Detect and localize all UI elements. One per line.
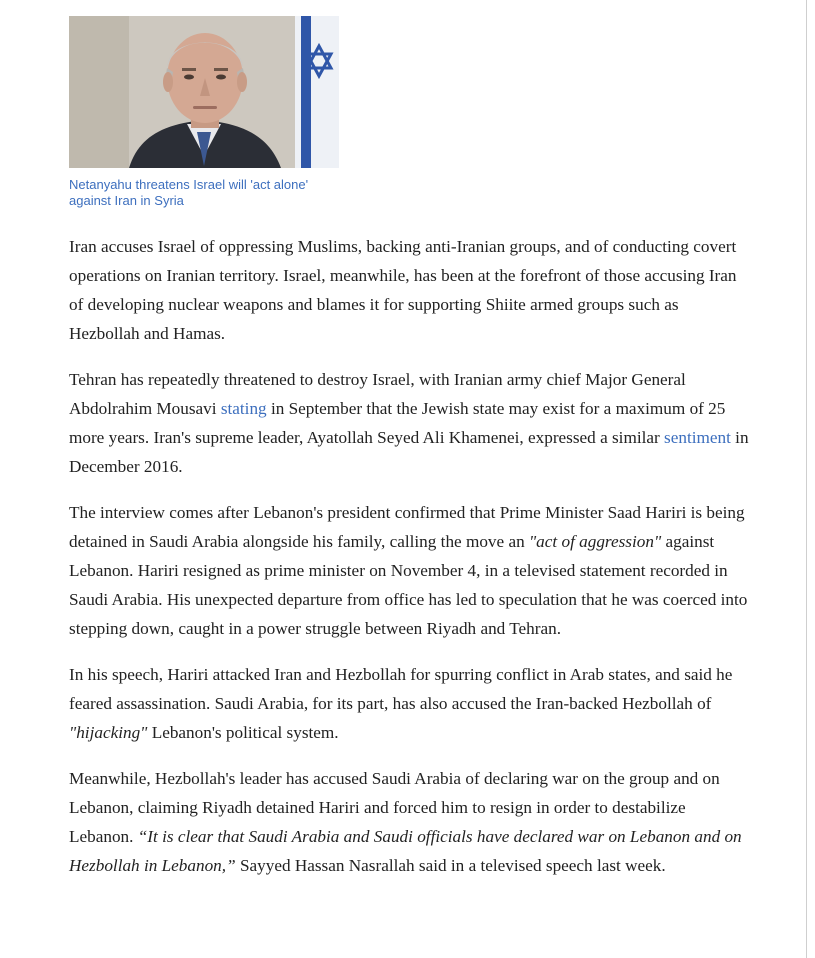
paragraph-5 bbox=[69, 764, 749, 880]
paragraph-1-text: Iran accuses Israel of oppressing Muslims, backing anti-Iranian groups, and of conducting covert operations on Iranian territory. Israel, meanwhile, has been at the forefront of those accusing Iran of developing nuclear weapons and blames it for supporting Shiite armed groups such as Hezbollah and Hamas. bbox=[69, 237, 737, 343]
related-article-thumbnail[interactable] bbox=[69, 16, 339, 168]
hijacking-quote: "hijacking" bbox=[69, 723, 148, 742]
paragraph-4-text-a: In his speech, Hariri attacked Iran and Hezbollah for spurring conflict in Arab states, and said he feared assassination. Saudi Arabia, for its part, has also accused the Iran-backed Hezbollah of bbox=[69, 665, 733, 713]
paragraph-2-text-b: in September that the Jewish state may exist for a maximum of 25 more years. Iran's supreme leader, Ayatollah Seyed Ali Khamenei, expressed a similar bbox=[69, 399, 726, 447]
netanyahu-portrait-image bbox=[69, 16, 339, 168]
article-body bbox=[69, 16, 749, 880]
paragraph-2-text-a: Tehran has repeatedly threatened to destroy Israel, with Iranian army chief Major General Abdolrahim Mousavi bbox=[69, 370, 686, 418]
paragraph-4-text-b: Lebanon's political system. bbox=[147, 723, 339, 742]
related-article-caption[interactable]: Netanyahu threatens Israel will 'act alone' against Iran in Syria bbox=[69, 177, 309, 208]
act-of-aggression-quote: "act of aggression" bbox=[528, 532, 662, 551]
paragraph-3-text-b: against Lebanon. Hariri resigned as prime minister on November 4, in a televised statement recorded in Saudi Arabia. His unexpected departure from office has led to speculation that he was coerced into stepping down, caught in a power struggle between Riyadh and Tehran. bbox=[69, 532, 748, 638]
paragraph-2 bbox=[69, 365, 749, 481]
paragraph-4 bbox=[69, 660, 749, 747]
page-edge-divider bbox=[806, 0, 807, 958]
paragraph-1 bbox=[69, 232, 749, 348]
nasrallah-quote: “It is clear that Saudi Arabia and Saudi officials have declared war on Lebanon and on Hezbollah in Lebanon,” bbox=[69, 827, 742, 875]
paragraph-3-text-a: The interview comes after Lebanon's president confirmed that Prime Minister Saad Hariri is being detained in Saudi Arabia alongside his family, calling the move an bbox=[69, 503, 745, 551]
paragraph-5-text-a: Meanwhile, Hezbollah's leader has accused Saudi Arabia of declaring war on the group and on Lebanon, claiming Riyadh detained Hariri and forced him to resign in order to destabilize Lebanon. bbox=[69, 769, 720, 846]
paragraph-2-text-c: in December 2016. bbox=[69, 428, 749, 476]
paragraph-3 bbox=[69, 498, 749, 643]
paragraph-5-text-b: Sayyed Hassan Nasrallah said in a televised speech last week. bbox=[235, 856, 666, 875]
stating-link[interactable]: stating bbox=[220, 399, 267, 418]
related-article-link[interactable] bbox=[69, 16, 339, 209]
sentiment-link[interactable]: sentiment bbox=[664, 428, 731, 447]
